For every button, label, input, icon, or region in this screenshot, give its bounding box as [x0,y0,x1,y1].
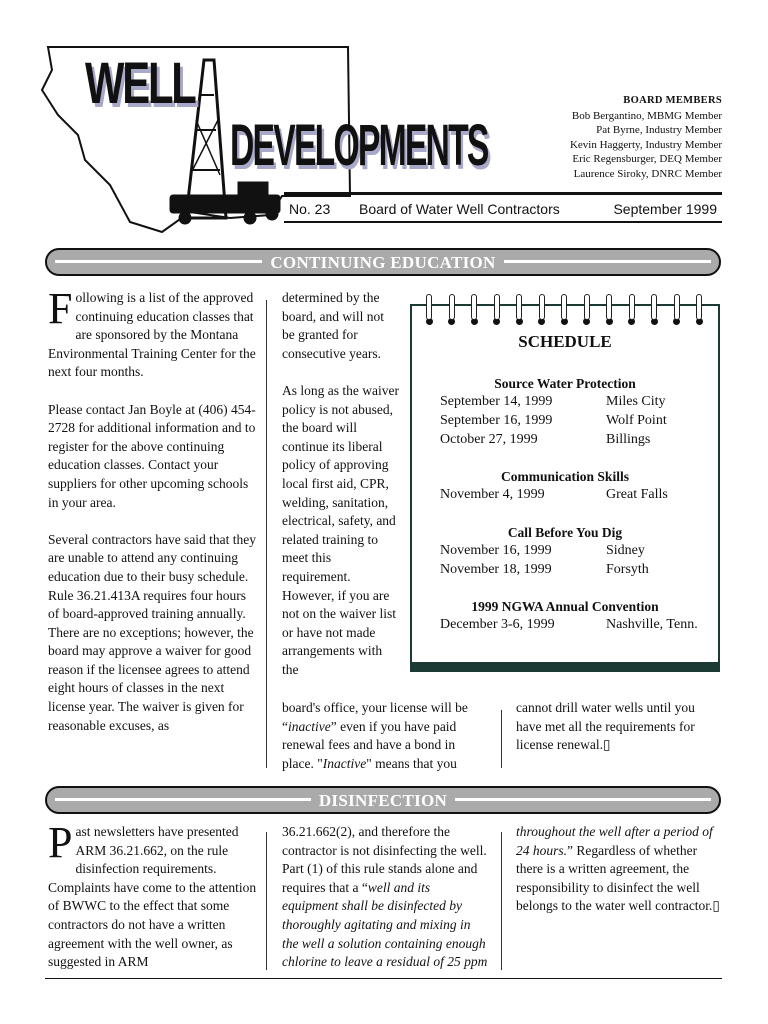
issue-rule-top [284,192,722,195]
masthead-title-developments: DEVELOPMENTS [230,113,488,178]
ce-col3-paragraph: cannot drill water wells until you have met all the requirements for license renewal.▯ [516,700,695,753]
notepad-ring-icon [449,294,455,320]
notepad-ring-icon [696,294,702,320]
notepad-ring-icon [516,294,522,320]
ce-paragraph-2: Please contact Jan Boyle at (406) 454-2728 for additional information and to register for the above continuing education classes. Contact your suppliers for other upcoming schools in your area. [48,401,256,510]
organization-name: Board of Water Well Contractors [359,201,560,217]
schedule-heading: Source Water Protection [494,376,636,391]
ce-column-2 [282,289,400,698]
ce-column-2-continued: board's office, your license will be “inactive” even if you have paid renewal fees and have a bond in place. "Inactive" means that you [282,700,468,771]
notepad-ring-icon [471,294,477,320]
notepad-ring-icon [561,294,567,320]
dis-column-2: 36.21.662(2), and therefore the contractor is not disinfecting the well. Part (1) of this rule stands alone and requires that a “well and its equipment shall be disinfected by thoroughly agitating and mixing in the well a solution containing enough chlorine to leave a residual of 25 ppm [282,824,488,970]
board-member: Bob Bergantino, MBMG Member [571,109,722,122]
column-divider [501,832,502,970]
notepad-ring-icon [584,294,590,320]
board-member: Pat Byrne, Industry Member [596,124,722,136]
notepad-ring-icon [539,294,545,320]
section-title: DISINFECTION [311,791,455,810]
board-member: Laurence Siroky, DNRC Member [573,167,722,180]
ce-column-3 [516,699,722,773]
notepad-ring-icon [629,294,635,320]
ce-paragraph-1: Following is a list of the approved continuing education classes that are sponsored by the Montana Environmental Training Center for the next four months. [48,284,256,380]
section-banner-disinfection [45,786,721,814]
drop-cap: P [48,818,73,867]
notepad-ring-icon [651,294,657,320]
schedule-heading: 1999 NGWA Annual Convention [471,599,659,614]
schedule-heading: Communication Skills [501,469,629,484]
section-title: CONTINUING EDUCATION [262,253,503,272]
ce-col2-paragraph-2: As long as the waiver policy is not abused, the board will continue its liberal policy of approving local first aid, CPR, welding, sanitation, electrical, safety, and related training to meet this requirement. However, if you are not on the waiver list or have not made arrangements with the [282,382,399,677]
column-divider [266,300,267,768]
board-members-list [570,94,722,181]
ce-column-1 [48,284,258,754]
board-members-heading: BOARD MEMBERS [623,95,722,106]
dis-column-3: throughout the well after a period of 24 hours.” Regardless of whether there is a written agreement, the responsibility to disinfect the well belongs to the water well contractor.▯ [516,824,720,914]
ce-paragraph-3: Several contractors have said that they are unable to attend any continuing education due to their busy schedule. Rule 36.21.413A requires four hours of board-approved training annually. There are no exceptions; however, the board may approve a waiver for good reason if the licensee agrees to attend eight hours of classes in the next license year. The waiver is given for reasonable excuses, as [48,531,257,733]
notepad-base [410,662,720,672]
issue-number: No. 23 [289,201,331,217]
schedule-title: SCHEDULE [518,332,612,351]
board-member: Eric Regensburger, DEQ Member [572,153,722,165]
drop-cap: F [48,284,73,333]
footer-rule [45,978,722,979]
column-divider [501,710,502,768]
schedule-heading: Call Before You Dig [507,525,623,540]
column-divider [266,832,267,970]
dis-column-1: Past newsletters have presented ARM 36.21.662, on the rule disinfection requirements. Complaints have come to the attention of BWWC to the effect that some contractors do not have a written agreement with the well owner, as suggested in ARM [48,818,257,970]
notepad-ring-icon [606,294,612,320]
issue-info-row [289,199,721,219]
ce-col2-paragraph-1: determined by the board, and will not be granted for consecutive years. [282,290,384,361]
section-banner-continuing-education [45,248,721,276]
issue-date: September 1999 [613,201,717,217]
notepad-ring-icon [426,294,432,320]
board-member: Kevin Haggerty, Industry Member [569,138,722,151]
notepad-ring-icon [674,294,680,320]
schedule-notepad: SCHEDULE Source Water Protection September 14, 1999 Miles City September 16, 1999 Wolf Point October 27, 1999 Billings Communication Skills November 4, 1999 Great Falls Call Before You Dig November 16, 1999 Sidney November 18, 1999 Forsyth 1999 NGWA Annual Convention December 3-6, 1999 Nashville, Tenn. [410,304,720,672]
masthead-title-well: WELL [85,51,195,116]
issue-rule-bottom [284,221,722,223]
notepad-ring-icon [494,294,500,320]
